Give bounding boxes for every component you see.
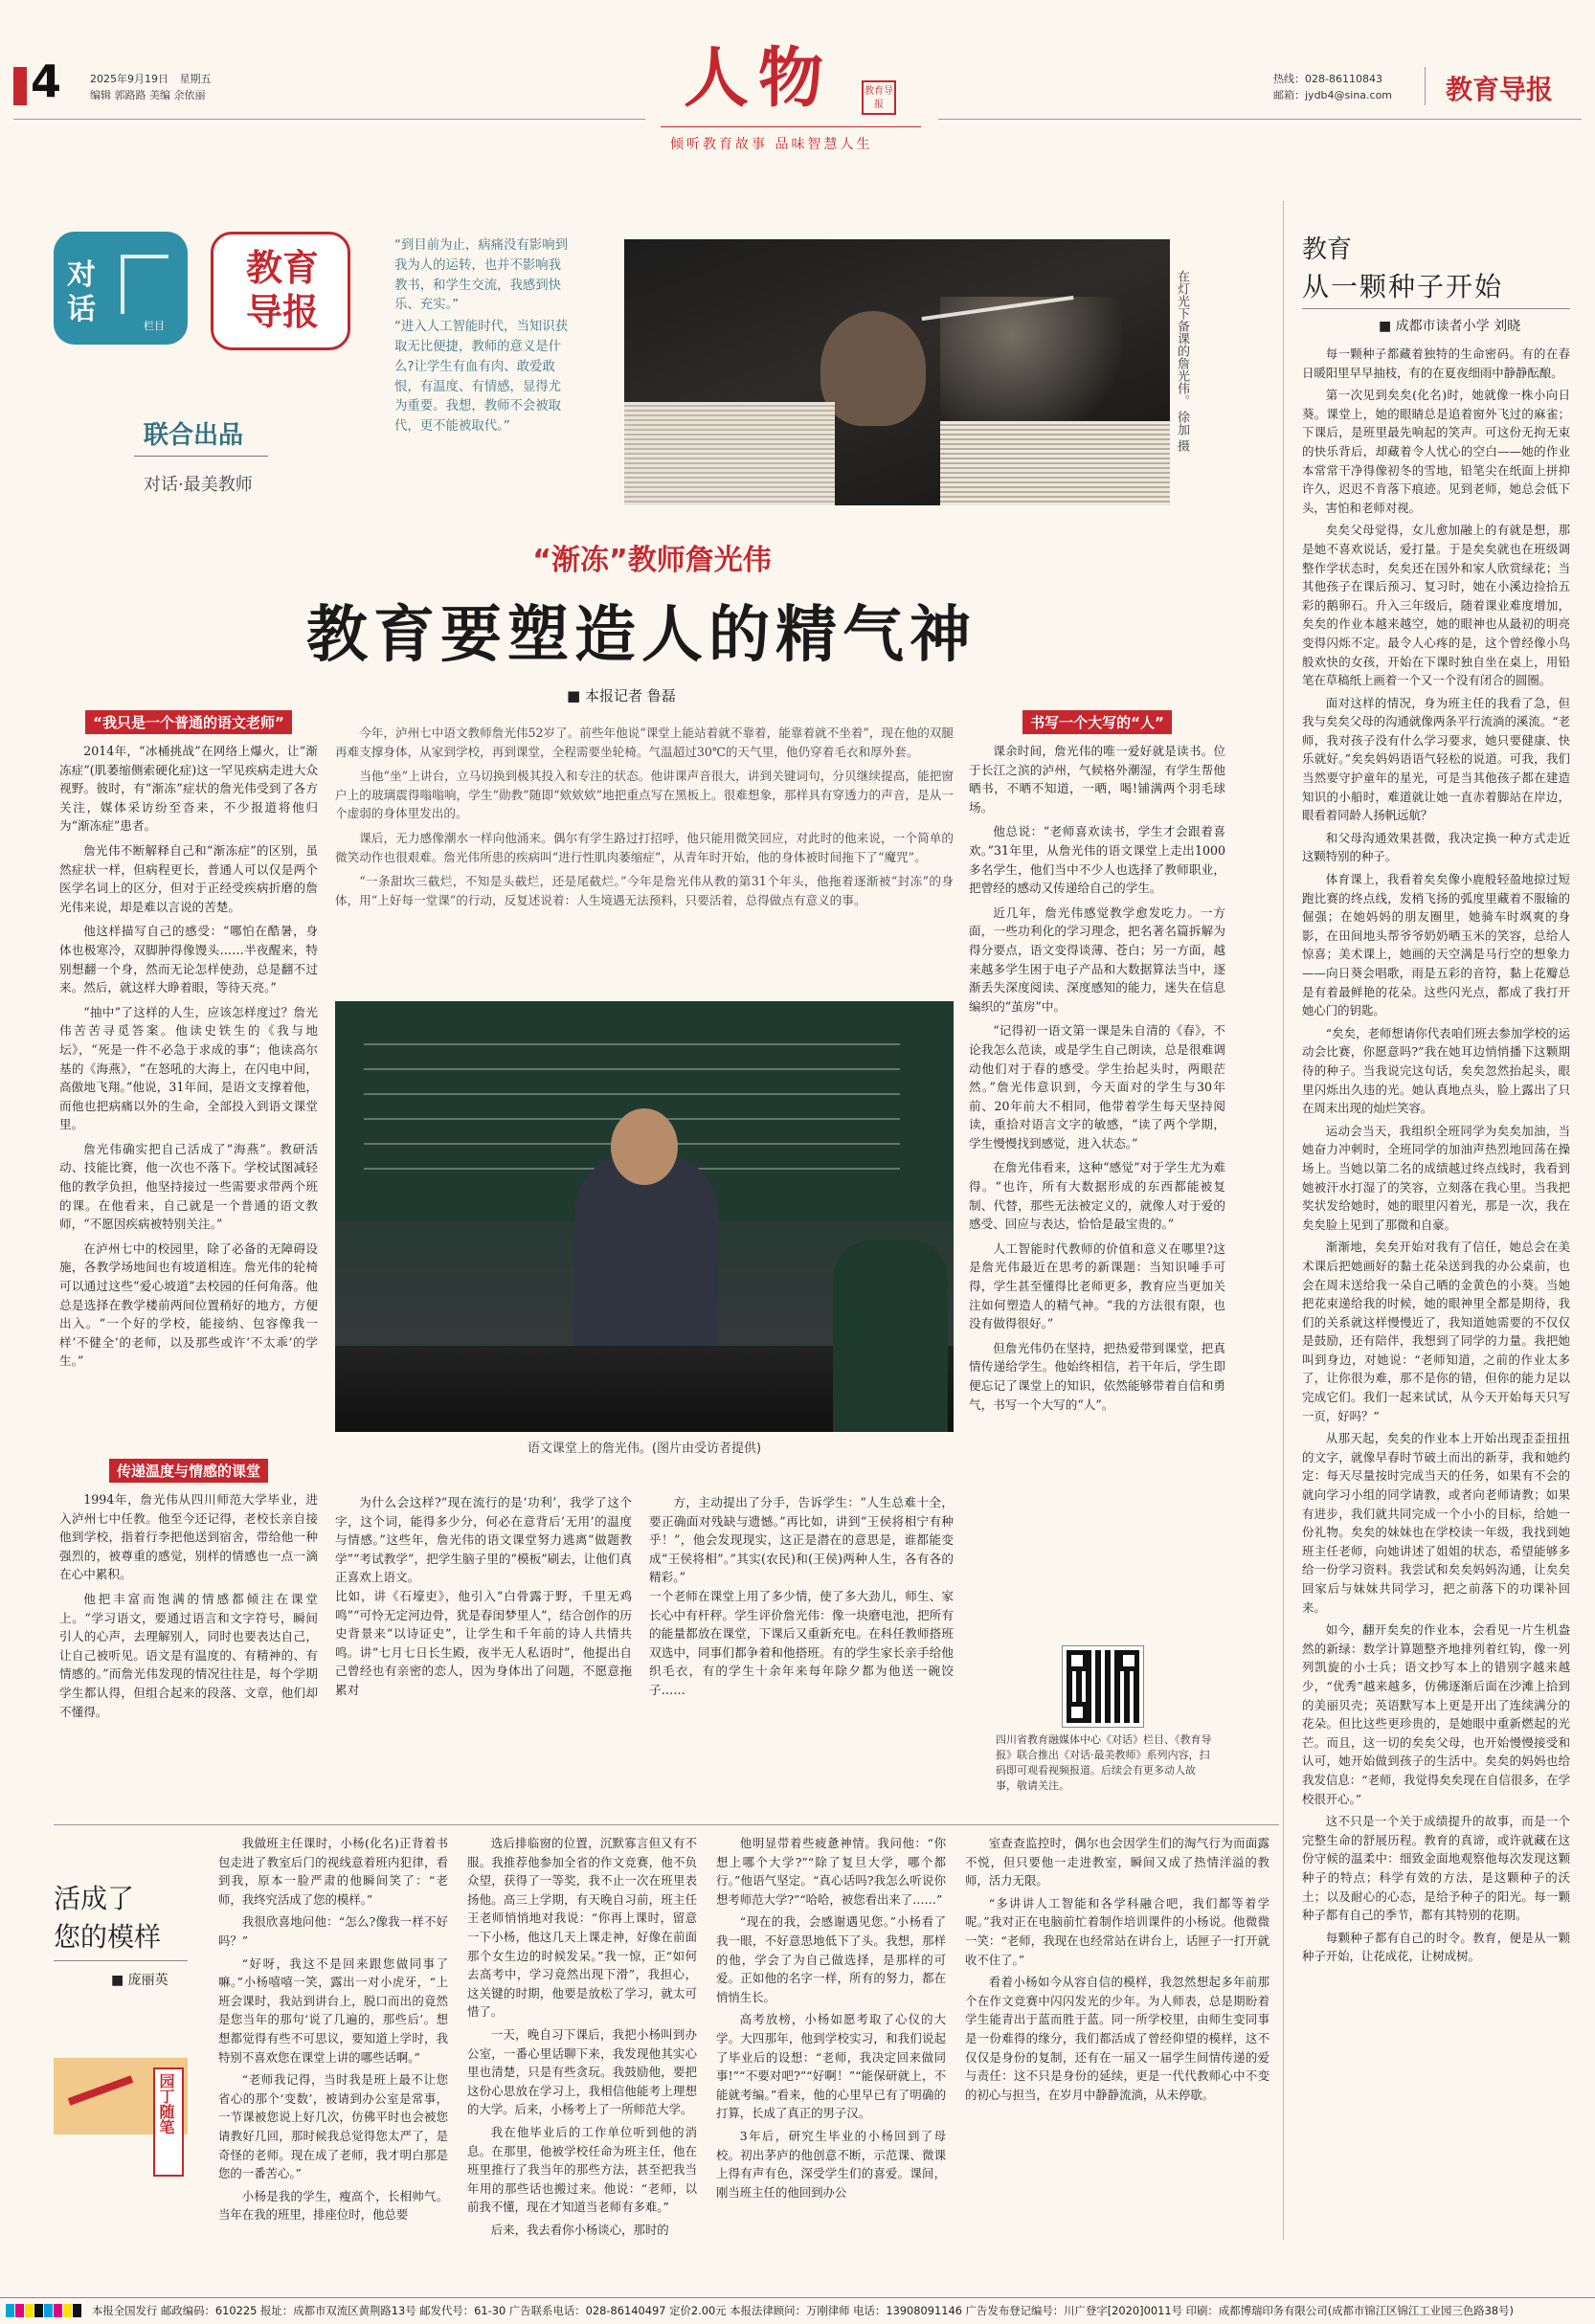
essay-badge — [54, 2058, 188, 2134]
intro-p2: 当他“坐”上讲台，立马切换到极其投入和专注的状态。他讲课声音很大，讲到关键词句，分贝继续提高，能把窗户上的玻璃震得嗡嗡响，学生“勋教”随即“欸欸欸”地把重点写在黑板上。很难想象，那样具有穿透力的声音，是从一个虚弱的身体里发出的。 — [335, 769, 954, 821]
pull-quote — [394, 236, 569, 437]
pull-quote-p2: “进入人工智能时代，当知识获取无比便捷，教师的意义是什么?让学生有血有肉、敢爱敢恨，有温度、有情感，显得尤为重要。我想，教师不会被取代，更不能被取代。” — [394, 320, 569, 435]
sidebar-p2: 第一次见到矣矣(化名)时，她就像一株小向日葵。课堂上，她的眼睛总是追着窗外飞过的麻雀；下课后，是班里最先响起的笑声。可这份无拘无束的快乐背后，却藏着令人忧心的空白——她的作业本常常干净得像初冬的雪地，铅笔尖在纸面上拼抑许久，迟迟不肯落下痕迹。见到老师，她总会低下头，害怕和老师对视。 — [1302, 388, 1570, 515]
sidebar-p12: 这不只是一个关于成绩提升的故事，而是一个完整生命的舒展历程。教育的真谛，或许就藏在这份守候的温柔中：细致金面地观察他每次发现这颗种子的特点；科学有效的方法，是这颗种子的沃土；以及耐心的心态，是给予种子的阳光。每一颗种子都有自己的季节，都有其特别的花期。 — [1302, 1814, 1570, 1923]
bottom-col-3 — [716, 1834, 946, 2205]
bottom-col-2 — [467, 1834, 697, 2243]
lamp-icon — [121, 255, 168, 314]
sidebar-p7: “矣矣，老师想请你代表咱们班去参加学校的运动会比赛，你愿意吗?”我在她耳边悄悄播下这颗期待的种子。当我说完这句话，矣矣忽然抬起头，眼里闪烁出久违的光。她认真地点头，脸上露出了只在周末出现的灿烂笑容。 — [1302, 1025, 1570, 1116]
top-photo — [624, 239, 1170, 505]
student-right — [833, 1240, 948, 1432]
footer-rule — [0, 2297, 1595, 2298]
sidebar-p3: 矣矣父母觉得，女儿愈加融上的有就是想，那是她不喜欢说话，爱打量。于是矣矣就也在班级调整作学状态时，矣矣还在国外和家人欣赏绿花；当其他孩子在课后预习、复习时，她在小溪边捡拾五彩的鹅卵石。升入三年级后，随着课业难度增加，矣矣的作业本越来越空，她的眼神也从最初的明亮变得闪烁不定。最令人心疼的是，这个曾经像小鸟般欢快的女孩，开始在下课时独自坐在桌上，用铅笔在草稿纸上画着一个又一个没有闭合的圆圈。 — [1302, 523, 1570, 688]
email-label: 邮箱： — [1273, 89, 1305, 101]
col4-p5: 在詹光伟看来，这种“感觉”对于学生尤为难得。“也许，所有大数据形成的东西都能被复制、代替，那些无法被定义的，就像人对于爱的感受、回应与表达，恰恰是最宝贵的。” — [969, 1160, 1225, 1232]
col4-p7: 但詹光伟仍在坚持，把热爱带到课堂，把真情传递给学生。他始终相信，若干年后，学生即便忘记了课堂上的知识，依然能够带着自信和勇气，书写一个大写的“人”。 — [969, 1340, 1225, 1412]
section-title: 人物 — [684, 40, 834, 117]
bottom-col-4 — [965, 1834, 1269, 2108]
bottom-title-1: 活成了 — [54, 1883, 135, 1914]
col5-p1: 1994年，詹光伟从四川师范大学毕业，进入泸州七中任教。他至今还记得，老校长亲自接他到学校，指着行李把他送到宿舍，带给他一种强烈的，被尊重的感觉，别样的情感也一点一滴在心中累积。 — [59, 1492, 318, 1582]
article-col-5 — [59, 1459, 318, 1727]
col1-p2: 詹光伟不断解释自己和“渐冻症”的区别，虽然症状一样，但病程更长，普通人可以仅是两个医学名词上的区分，但对于正经受疾病折磨的詹光伟来说，却是难以言说的苦楚。 — [59, 842, 318, 914]
intro-p3: 课后，无力感像潮水一样向他涌来。偶尔有学生路过打招呼，他只能用微笑回应，对此时的他来说，一个简单的微笑动作也很艰难。詹光伟所患的疾病叫“进行性肌肉萎缩症”，从青年时开始，他的身体被时间拖下了“魔咒”。 — [335, 830, 954, 864]
slogan: 倾听教育故事 品味智慧人生 — [670, 137, 873, 152]
bottom-c4-p2: “多讲讲人工智能和各学科融合吧，我们都等着学呢。”我对正在电脑前忙着制作培训课件的小杨说。他微微一笑：“老师，我现在也经常站在讲台上，话匣子一打开就收不住了。” — [965, 1895, 1269, 1967]
sidebar-p4: 面对这样的情况，身为班主任的我看了急，但我与矣矣父母的沟通就像两条平行流淌的溪流。“老师，我对孩子没有什么学习要求，她只要健康、快乐就好。”矣矣妈妈语语气轻松的说道。可我，我们当然要守护童年的星光，可是当其他孩子都在建造知识的小船时，难道就让她一直赤着脚站在岸边，眼看着同龄人扬帆远航？ — [1302, 695, 1570, 823]
sidebar-title-1: 教育 — [1302, 235, 1353, 264]
col4-p3: 近几年，詹光伟感觉教学愈发吃力。一方面，一些功利化的学习理念，把名著名篇拆解为得分要点，语文变得谈薄、苍白；另一方面，越来越多学生困于电子产品和大数据算法当中，逐渐丢失深度阅读、深度感知的能力，迷失在信息编织的“茧房”中。 — [969, 905, 1225, 1014]
masthead — [0, 0, 1595, 152]
bottom-c3-p1: 他明显带着些疲惫神情。我问他：“你想上哪个大学?”“除了复旦大学，哪个都行。”他语气坚定。“真心话吗?我怎么听说你想考师范大学?”“哈哈，被您看出来了……” — [716, 1836, 946, 1907]
email: jydb4@sina.com — [1305, 89, 1393, 101]
subhead-3: 书写一个大写的“人” — [1022, 710, 1172, 734]
bottom-c1-p1: 我做班主任课时，小杨(化名)正背着书包走进了教室后门的视线意着班内犯律，看到我，原本一脸严肃的他瞬间笑了：“老师，我终究活成了您的模样。” — [218, 1836, 448, 1907]
sidebar-body — [1302, 345, 1570, 1970]
seal-text: 教育导报 — [865, 86, 893, 110]
intro-p1: 今年，泸州七中语文教师詹光伟52岁了。前些年他说“课堂上能站着就不靠着，能靠着就不坐着”，现在他的双腿再难支撑身体，从家到学校，再到课堂，全程需要坐轮椅。气温超过30℃的天气里，他仍穿着毛衣和厚外套。 — [335, 726, 954, 759]
issue-weekday: 星期五 — [179, 73, 212, 85]
subhead-2: 传递温度与情感的课堂 — [109, 1459, 268, 1483]
dialog-badge-text: 对话 — [67, 258, 96, 326]
joint-production: 联合出品 — [144, 421, 244, 450]
classroom-photo — [335, 1001, 954, 1432]
bottom-c1-p5: 小杨是我的学生，瘦高个，长相帅气。当年在我的班里，排座位时，他总要 — [218, 2188, 448, 2223]
sidebar-byline: ■ 成都市读者小学 刘晓 — [1379, 319, 1521, 334]
sidebar-p10: 从那天起，矣矣的作业本上开始出现歪歪扭扭的文字，就像早春时节破土而出的新芽，我和她约定：每天尽量按时完成当天的任务，如果有不会的就向学习小组的同学请教，或者向老师请教；如果有进步，我们就共同完成一个小小的目标，给她一份礼物。矣矣的妹妹也在学校读一年级，我找到她班主任老师，向她讲述了姐姐的状态，希望能够多给一份学习资料。我尝试和矣矣妈妈沟通，让矣矣回家后与妹妹共同学习，把之前落下的功课补回来。 — [1302, 1431, 1570, 1615]
col1-p4: “抽中”了这样的人生，应该怎样度过？詹光伟苦苦寻觅答案。他读史铁生的《我与地坛》，“死是一件不必急于求成的事”；他读高尔基的《海燕》，“在怒吼的大海上，在闪电中间，高傲地飞翔。”他说，31年间，是语文支撑着他，而他也把病痛以外的生命，全部投入到语文课堂里。 — [59, 1004, 318, 1132]
sidebar-p1: 每一颗种子都藏着独特的生命密码。有的在春日暖阳里早早抽枝，有的在夏夜细雨中静静酝酿。 — [1302, 346, 1570, 380]
article-col-6 — [335, 1493, 632, 1706]
bottom-c1-p3: “好呀，我这不是回来跟您做同事了嘛。”小杨嘻嘻一笑，露出一对小虎牙，“上班会课时，我站到讲台上，脱口而出的竟然是您当年的那句‘说了几遍的，那些后’。想想都觉得有些不可思议，要知道上学时，我特别不喜欢您在课堂上讲的哪些话啊。” — [218, 1955, 448, 2065]
bottom-c4-p1: 室查查监控时，偶尔也会因学生们的淘气行为而面露不悦，但只要他一走进教室，瞬间又成了热情洋溢的教师，活力无限。 — [965, 1836, 1269, 1888]
subhead-1: “我只是一个普通的语文老师” — [85, 710, 292, 734]
seal-stamp — [862, 80, 896, 115]
pull-quote-p1: “到目前为止，病痛没有影响到我为人的运转，也并不影响我教书，和学生交流，我感到快乐、充实。” — [394, 238, 569, 313]
bottom-col-1 — [218, 1834, 448, 2228]
slogan-rule — [661, 126, 921, 127]
headline-kicker: “渐冻”教师詹光伟 — [532, 544, 772, 577]
bottom-title-rule — [54, 1960, 188, 1961]
teacher-figure-classroom — [574, 1154, 718, 1374]
article-intro — [335, 724, 954, 915]
brand-logo: 教育导报 — [1446, 74, 1554, 105]
paper-stack-right — [940, 421, 1170, 505]
col1-p5: 詹光伟确实把自己活成了“海燕”。教研活动、技能比赛，他一次也不落下。学校试图减轻他的教学负担，他坚持接过一些需要求带两个班的课。在他看来，自己就是一个普通的语文教师，“不愿因疾病被特别关注。” — [59, 1141, 318, 1232]
col4-p4: “记得初一语文第一课是朱自清的《春》，不论我怎么范读，或是学生自己朗读，总是很难调动他们对于春的感受。学生抬起头时，两眼茫然。”詹光伟意识到，今天面对的学生与30年前、20年前大不相同，他带着学生每天坚持阅读，重拾对语言文字的敏感，“读了两个学期，学生慢慢找到感觉，进入状态。” — [969, 1023, 1225, 1151]
bottom-c2-p4: 后来，我去看你小杨谈心，那时的 — [490, 2222, 669, 2237]
pencil-icon — [68, 2075, 134, 2105]
issue-date: 2025年9月19日 — [90, 73, 168, 85]
paper-stack-left — [624, 402, 835, 505]
bottom-c1-p4: “老师我记得，当时我是班上最不让您省心的那个‘变数’，被请到办公室是常事，一节课被您说上好几次，仿佛平时也会被您请教好几回，那时候我总觉得您太严了，是奇怪的老师。现在成了老师，我才明白那是您的一番苦心。” — [218, 2072, 448, 2181]
editor-line: 编辑 郭路路 美编 余依丽 — [90, 89, 206, 101]
page-number: 4 — [31, 56, 62, 107]
bottom-c2-p3: 我在他毕业后的工作单位听到他的消息。在那里，他被学校任命为班主任，他在班里推行了我当年的那些方法，甚至把我当年用的那些话也搬过来。他说：“老师，以前我不懂，现在才知道当老师有多难。” — [467, 2124, 697, 2215]
col1-p3: 他这样描写自己的感受：“哪怕在酷暑，身体也极寒冷，双脚肿得像馒头……半夜醒来，特别想翻一个身，然而无论怎样使劲，总是翻不过来。然后，就这样大睁着眼，等待天亮。” — [59, 924, 318, 995]
article-col-4 — [969, 710, 1225, 1419]
color-bar — [6, 2303, 82, 2321]
article-col-7 — [649, 1493, 954, 1706]
article-col-1 — [59, 710, 318, 1376]
col7-text: 方，主动提出了分手，告诉学生：“人生总难十全，要正确面对残缺与遗憾。”再比如，讲到“王侯将相宁有种乎！”，他会发现现实，这正是潜在的意思是，谁都能变成“王侯将相”。”其实(农民)和(王侯)两种人生，各有各的精彩。” 一个老师在课堂上用了多少情，使了多大劲儿，师生、家长心中有杆秤。学生评价詹光伟：像一块磨电池，把所有的能量都放在课堂，下课后又重新充电。在科任教师搭班双选中，同事们都争着和他搭班。有的学生家长亲手给他织毛衣，有的学生十余年来每年除夕都为他送一碗饺子…… — [649, 1495, 954, 1697]
col4-p1: 课余时间，詹光伟的唯一爱好就是读书。位于长江之滨的泸州，气候格外潮湿，有学生帮他晒书，不晒不知道，一晒，喝!铺满两个羽毛球场。 — [969, 744, 1225, 815]
sidebar-divider — [1283, 201, 1284, 2240]
qr-code[interactable] — [1063, 1646, 1143, 1727]
essay-badge-text: 园丁随笔 — [157, 2073, 175, 2134]
bottom-c3-p2: “现在的我，会感谢遇见您。”小杨看了我一眼，不好意思地低下了头。我想，那样的他，学会了为自己做选择，是那样的可爱。正如他的名字一样，所有的努力，都在悄悄生长。 — [716, 1914, 946, 2004]
teacher-head — [611, 1108, 678, 1185]
headline-byline: ■ 本报记者 鲁磊 — [567, 687, 676, 704]
masthead-rule-right — [938, 119, 1582, 120]
jydb-badge — [211, 232, 350, 350]
hotline: 028-86110843 — [1305, 73, 1382, 85]
sidebar-p9: 渐渐地，矣矣开始对我有了信任，她总会在美术课后把她画好的黏土花朵送到我的办公桌前，也会在周末送给我一朵自己晒的金黄色的小葵。当她把花束递给我的时候，她的眼神里全都是期待，我们的关系就这样慢慢近了，我知道她需要的不仅仅是鼓励，还有陪伴，我想到了同学的力量。我把她叫到身边，对她说：“老师知道，之前的作业太多了，让你很为难，那不是你的错，但你的能力足以完成它们。我们一起来试试，从今天开始每天只写一页，好吗？” — [1302, 1240, 1570, 1423]
sidebar-p6: 体育课上，我看着矣矣像小鹿般轻盈地掠过短跑比赛的终点线，发梢飞扬的弧度里藏着不服输的倔强；在她妈妈的朋友圈里，她骑车时飒爽的身影，在田间地头帮爷爷奶奶晒玉米的笑容，总给人惊喜；美术课上，她画的天空满是马行空的想象力——向日葵会唱歌，雨是五彩的音符，黏上花瓣总是有着最鲜艳的花朵。这些闪光点，都成了我打开她心门的钥匙。 — [1302, 872, 1570, 1018]
sidebar-p13: 每颗种子都有自己的时令。教育，便是从一颗种子开始，让花成花，让树成树。 — [1302, 1930, 1570, 1964]
footer-text: 本报全国发行 邮政编码：610225 报址：成都市双流区黄荆路13号 邮发代号：61-30 广告联系电话：028-86140497 定价2.00元 本报法律顾问：万刚律师 电话：13908091146 广告发布登记编号：川广登字[2020]0011号 印刷：成都博瑞印务有限公司(成都市锦江区锦江工业园三色路38号) — [92, 2304, 1514, 2317]
joint-sub: 对话·最美教师 — [144, 475, 253, 495]
classroom-photo-caption: 语文课堂上的詹光伟。(图片由受访者提供) — [527, 1441, 762, 1456]
top-photo-caption: 在灯光下备课的詹光伟。 徐加 摄 — [1175, 270, 1189, 453]
sidebar-title-2: 从一颗种子开始 — [1302, 271, 1504, 302]
bottom-c2-p2: 一天，晚自习下课后，我把小杨叫到办公室，一番心里话聊下来，我发现他其实心里也清楚，只是有些贪玩。我鼓励他，要把这份心思放在学习上，我相信他能考上理想的大学。后来，小杨考上了一所师范大学。 — [467, 2026, 697, 2117]
col4-p6: 人工智能时代教师的价值和意义在哪里?这是詹光伟最近在思考的新课题：当知识唾手可得，学生甚至懂得比老师更多，教育应当更加关注如何塑造人的精气神。“我的方法很有限，也没有做得很好。” — [969, 1240, 1225, 1331]
qr-text: 四川省教育融媒体中心《对话》栏目、《教育导报》联合推出《对话·最美教师》系列内容，扫码即可观看视频报道。后续会有更多动人故事，敬请关注。 — [996, 1733, 1212, 1792]
page-side-stamp — [13, 67, 27, 105]
hotline-label: 热线： — [1273, 73, 1305, 85]
sidebar-p5: 和父母沟通效果甚微，我决定换一种方式走近这颗特别的种子。 — [1302, 830, 1570, 864]
teacher-figure — [820, 311, 926, 426]
col1-p6: 在泸州七中的校园里，除了必备的无障碍设施，各教学场地间也有坡道相连。詹光伟的轮椅可以通过这些“爱心坡道”去校园的任何角落。他总是选择在教学楼前两间位置稍好的地方，方便出入。“一个好的学校，能接纳、包容像我一样‘不健全’的老师，以及那些或许‘不太乖’的学生。” — [59, 1240, 318, 1369]
brand-divider — [1425, 67, 1426, 105]
sidebar-p11: 如今，翻开矣矣的作业本，会看见一片生机盎然的新绿：数学计算题整齐地排列着红钩，像一列列凯旋的小士兵；语文抄写本上的错别字越来越少，“优秀”越来越多，仿佛逐渐后面在沙滩上拾到的美丽贝壳；英语默写本上更是开出了连续满分的花朵。但比这些更珍贵的，是她眼中重新燃起的光芒。而且，这一切的矣矣父母，也开始慢慢接受和认可，她开始做到孩子的生活中。矣矣的妈妈也给我发信息：“老师，我觉得矣矣现在自信很多，在学校很开心。” — [1302, 1622, 1570, 1806]
jydb-badge-text: 教育导报 — [245, 246, 319, 333]
col4-p2: 他总说：“老师喜欢读书，学生才会跟着喜欢。”31年里，从詹光伟的语文课堂上走出1000多名学生，他们当中不少人也选择了教师职业，把曾经的感动又传递给自己的学生。 — [969, 824, 1225, 896]
bottom-c3-p3: 高考放榜，小杨如愿考取了心仪的大学。大四那年，他到学校实习，和我们说起了毕业后的设想：“老师，我决定回来做同事!”“不要对吧?”“好啊！”“能保研就上，不能就考编。”看来，他的心里早已有了明确的打算，长成了真正的男子汉。 — [716, 2012, 946, 2121]
col6-text: 为什么会这样?“现在流行的是‘功利’，我学了这个字，这个词，能得多少分，何必在意背后‘无用’的温度与情感。”这些年，詹光伟的语文课堂努力逃离“做题教学”“考试教学”，把学生脑子里的“模板”刷去，让他们真正喜欢上语文。 比如，讲《石壕吏》，他引入“白骨露于野，千里无鸡鸣”“可怜无定河边骨，犹是春闺梦里人”，结合创作的历史背景来“以诗证史”，让学生和千年前的诗人共情共鸣。讲“七月七日长生殿，夜半无人私语时”，他提出自己曾经也有亲密的恋人，因为身体出了问题，不愿意拖累对 — [335, 1495, 632, 1697]
sidebar-p8: 运动会当天，我组织全班同学为矣矣加油，当她奋力冲刺时，全班同学的加油声热烈地回荡在操场上。当她以第二名的成绩越过终点线时，我看到她被汗水打湿了的笑容，立刻落在我心里。当我把奖状发给她时，她的眼里闪着光，那是一次，我在矣矣脸上见到了那微和自豪。 — [1302, 1123, 1570, 1232]
bottom-story-rule — [54, 1824, 1279, 1825]
masthead-rule — [13, 119, 645, 120]
joint-line — [134, 456, 268, 457]
sidebar-title-rule — [1302, 308, 1570, 309]
dialog-badge — [54, 232, 188, 345]
col1-p1: 2014年，“冰桶挑战”在网络上爆火，让“渐冻症”(肌萎缩侧索硬化症)这一罕见疾病走进大众视野。彼时，有“渐冻”症状的詹光伟受到了各方关注，媒体采访纷至沓来，不少报道将他归为“渐冻症”患者。 — [59, 744, 318, 834]
bottom-c3-p4: 3年后，研究生毕业的小杨回到了母校。初出茅庐的他创意不断，示范课、微课上得有声有色，深受学生们的喜爱。课间，刚当班主任的他回到办公 — [716, 2128, 946, 2200]
bottom-c1-p2: 我很欣喜地问他：“怎么?像我一样不好吗？” — [218, 1914, 448, 1948]
dialog-badge-sub: 栏目 — [144, 320, 165, 332]
intro-p4: “一条甜坎三截烂，不知是头截烂，还是尾截烂。”今年是詹光伟从教的第31个年头，他拖着逐渐被“封冻”的身体，用“上好每一堂课”的行动，反复述说着：人生境遇无法预料，只要活着，总得做点有意义的事。 — [335, 874, 954, 907]
col5-p2: 他把丰富而饱满的情感都倾注在课堂上。“学习语文，要通过语言和文字符号，瞬间引人的心声，去理解别人，同时也要表达自己，让自己被听见。语文是有温度的、有精神的、有情感的。”而詹光伟发现的情况往往是，每个学期学生都认得，但组合起来的段落、文章，他们却不懂得。 — [59, 1591, 318, 1719]
bottom-c4-p3: 看着小杨如今从容自信的模样，我忽然想起多年前那个在作文竞赛中闪闪发光的少年。为人师表，总是期盼着学生能青出于蓝而胜于蓝。同一所学校里，由师生变同事是一份难得的缘分，我们都活成了曾经仰望的模样，这不仅仅是身份的复制，还有在一届又一届学生间情传递的爱与责任：这不只是身份的延续，更是一代代教师心中不变的初心与担当，在岁月中静静流淌，从未停歇。 — [965, 1975, 1269, 2102]
bottom-c2-p1: 选后排临窗的位置，沉默寡言但又有不服。我推荐他参加全省的作文竞赛，他不负众望，获得了一等奖，我不止一次在班里表扬他。高三上学期，有天晚自习前，班主任王老师悄悄地对我说：“你再上课时，留意一下小杨，他这几天上课走神，好像在前面那个女生边的时候发呆。”我一惊，正“如何去高考中，学习竟然出现下滑”，我担心，这关键的时期，他要是放松了学习，就太可惜了。 — [467, 1836, 697, 2020]
bottom-title-2: 您的模样 — [54, 1921, 162, 1953]
headline-main: 教育要塑造人的精气神 — [306, 599, 977, 671]
bottom-byline: ■ 庞丽英 — [111, 1973, 168, 1988]
